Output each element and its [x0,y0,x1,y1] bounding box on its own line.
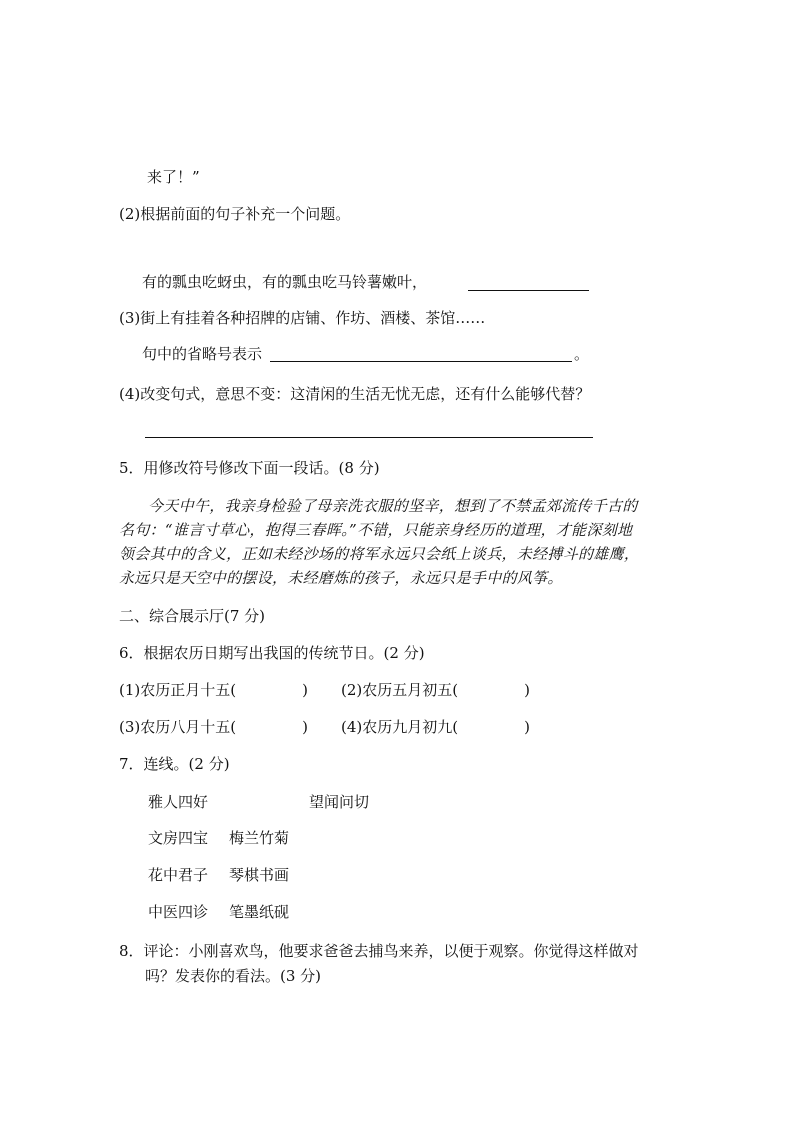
paragraph-line-1: 今天中午，我亲身检验了母亲洗衣服的坚辛，想到了不禁孟郊流传千古的 [148,497,638,515]
question-4-prompt: (4)改变句式，意思不变：这清闲的生活无忧无虑，还有什么能够代替？ [119,385,591,403]
match-left-1[interactable]: 雅人四好 [148,793,209,811]
paragraph-line-2: 名句：“谁言寸草心，抱得三春晖。”不错，只能亲身经历的道理，才能深刻地 [119,521,633,539]
match-right-3[interactable]: 琴棋书画 [229,866,290,884]
match-right-4[interactable]: 笔墨纸砚 [229,903,290,921]
question-6-item-2 [341,680,530,700]
item-label: (3)农历八月十五( [119,718,237,736]
question-2-sentence [142,272,427,292]
question-2-prompt: (2)根据前面的句子补充一个问题。 [119,205,351,223]
question-6-item-1 [119,680,308,700]
question-8-line-1: 8．评论：小刚喜欢鸟，他要求爸爸去捕鸟来养，以便于观察。你觉得这样做对 [119,942,639,960]
close-paren: ) [302,718,308,736]
question-5-title: 5．用修改符号修改下面一段话。(8 分) [119,459,380,477]
item-label: (1)农历正月十五( [119,681,237,699]
close-paren: ) [524,681,530,699]
question-8-line-2: 吗？发表你的看法。(3 分) [145,967,322,985]
match-left-3[interactable]: 花中君子 [148,866,209,884]
answer-blank-4[interactable] [145,421,593,438]
question-3-sentence [142,344,262,364]
item-label: (2)农历五月初五( [341,681,459,699]
question-6-item-3 [119,717,308,737]
match-left-4[interactable]: 中医四诊 [148,903,209,921]
question-2-text: 有的瓢虫吃蚜虫，有的瓢虫吃马铃薯嫩叶， [142,273,428,291]
answer-blank-3[interactable] [270,345,572,362]
question-6-item-4 [341,717,530,737]
close-paren: ) [302,681,308,699]
text-line: 来了！” [147,168,200,186]
question-3-prompt: (3)街上有挂着各种招牌的店铺、作坊、酒楼、茶馆…… [119,309,486,327]
paragraph-line-3: 领会其中的含义，正如未经沙场的将军永远只会纸上谈兵，未经搏斗的雄鹰， [119,545,640,563]
question-3-text: 句中的省略号表示 [142,345,263,363]
answer-blank-2[interactable] [468,274,589,291]
item-label: (4)农历九月初九( [341,718,459,736]
match-right-1[interactable]: 望闻问切 [309,793,370,811]
question-6-title: 6．根据农历日期写出我国的传统节日。(2 分) [119,644,425,662]
paragraph-line-4: 永远只是天空中的摆设，未经磨炼的孩子，永远只是手中的风筝。 [119,569,563,587]
section-2-heading: 二、综合展示厅(7 分) [119,607,266,625]
match-left-2[interactable]: 文房四宝 [148,829,209,847]
period-mark: 。 [574,345,590,363]
close-paren: ) [524,718,530,736]
question-7-title: 7．连线。(2 分) [119,755,230,773]
match-right-2[interactable]: 梅兰竹菊 [229,829,290,847]
